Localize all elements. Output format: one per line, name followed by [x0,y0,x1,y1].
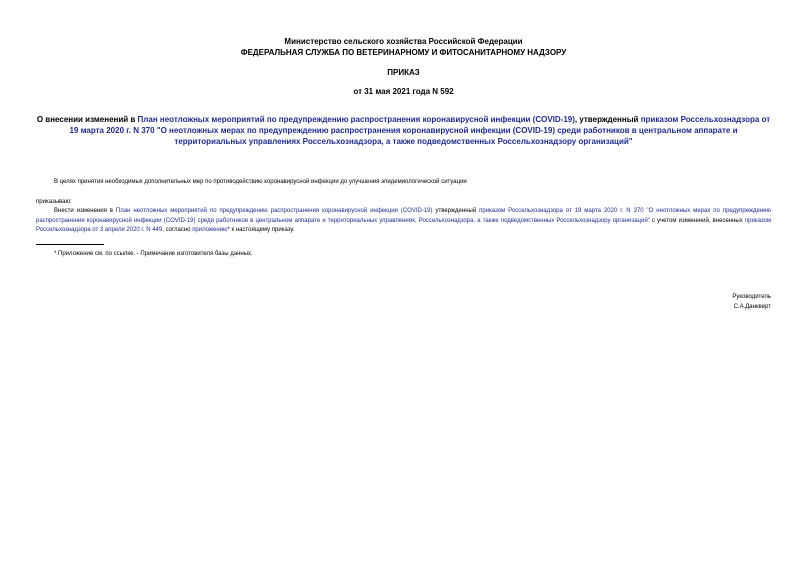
order-word: приказываю: [36,199,72,205]
ministry-name: Министерство сельского хозяйства Российской Федерации [284,37,523,46]
document-date-number: от 31 мая 2021 года N 592 [353,87,454,96]
order-370-link[interactable]: приказом Россельхознадзора от 19 марта 2020 г. N 370 "О неотложных мерах по предупреждению распространения коронавирусной инфекции (COVID-19) среди работников в центральном аппарате и территориальных управлениях Россельхознадзора, а также подведомственных Россельхознадзору организаций" [69,115,771,146]
appendix-link[interactable]: приложению [192,227,228,233]
order-text-3: с учетом изменений, внесенных [649,217,745,224]
signature-position: Руководитель [732,294,771,300]
service-name: ФЕДЕРАЛЬНАЯ СЛУЖБА ПО ВЕТЕРИНАРНОМУ И ФИТОСАНИТАРНОМУ НАДЗОРУ [240,48,567,57]
order-449-link[interactable]: приказом Россельхознадзора от 3 апреля 2020 г. N 449 [36,217,771,233]
order-text-4: , согласно [162,227,193,233]
plan-link-body[interactable]: План неотложных мероприятий по предупреждению распространения коронавирусной инфекции (COVID-19) [115,208,433,214]
order-text-1: Внести изменения в [54,208,116,214]
footnote: * Приложение см. по ссылке. - Примечание изготовителя базы данных. [54,251,253,257]
order-370-link-body[interactable]: приказом Россельхознадзора от 19 марта 2020 г. N 370 "О неотложных мерах по предупреждению распространения коронавирусной инфекции (COVID-19) среди работников в центральном аппарате и территориальных управлениях, Россельхознадзора, а также подведомственных Россельхознадзору организаций" [36,208,771,224]
signature-name: С.А.Данкверт [733,304,771,310]
signature-block [732,292,771,312]
document-type: ПРИКАЗ [387,68,420,77]
title-text-2: , утвержденный [574,115,641,124]
plan-link[interactable]: План неотложных мероприятий по предупреждению распространения коронавирусной инфекции (COVID-19) [137,115,575,124]
order-text-5: * к настоящему приказу. [227,227,295,233]
title-text-1: О внесении изменений в [36,115,138,124]
order-paragraph [36,207,771,236]
order-text-2: утвержденный [432,208,480,214]
footnote-divider [36,244,104,245]
preamble-paragraph: В целях принятия необходимых дополнительных мер по противодействию коронавирусной инфекции до улучшения эпидемиологической ситуации [54,179,467,185]
document-title [36,114,771,147]
